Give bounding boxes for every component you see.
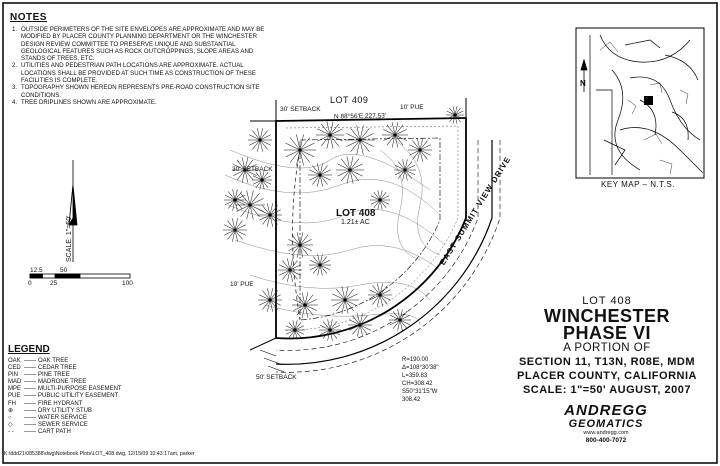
tree-icon [370,190,390,209]
cart-path [293,150,301,320]
key-map-caption: KEY MAP – N.T.S. [601,180,675,189]
tree-icon [345,125,375,154]
lot-area-label: 1.21± AC [341,219,370,226]
legend-text: CART PATH [38,428,71,435]
legend-item: - - —— CART PATH [8,428,71,435]
tree-icon [394,159,416,180]
title-scale-date: SCALE: 1"=50' AUGUST, 2007 [522,384,692,396]
pue-lines [286,126,458,330]
tree-icon [285,320,305,339]
scale-tick-label: 12.5 [30,267,43,274]
scale-tick-label: 50 [60,267,68,274]
tree-icon [336,156,364,183]
tree-icon [258,203,282,226]
tree-icon [278,258,302,281]
file-path: K:\ddd21\085388\dwg\Notebook Plots\LOT_408.dwg, 12/15/09 10:43:17am, parker [4,451,195,457]
logo-website: www.andregg.com [583,430,629,436]
pue-label-top: 10' PUE [400,104,424,111]
legend-title: LEGEND [8,344,50,355]
tree-icon [446,106,464,124]
legend-item: ○ —— WATER SERVICE [8,414,87,421]
title-section: SECTION 11, T13N, R08E, MDM [518,356,696,368]
note-text: TREE DRIPLINES SHOWN ARE APPROXIMATE. [21,98,157,106]
dry-utility-icon: ⊕ [8,407,14,414]
scale-tick-label: 25 [50,280,58,287]
curve-data [402,356,439,404]
legend-code: PUE [8,393,21,400]
legend-item: ⊕ —— DRY UTILITY STUB [8,407,93,414]
tree-icon [292,292,318,317]
curve-length: L=359.83 [402,373,428,379]
legend-item: CED —— CEDAR TREE [8,365,77,372]
cart-path-icon: - - [8,428,14,435]
lot-408-label: LOT 408 [336,208,376,219]
logo-name: ANDREGG [564,402,648,419]
legend-code: PIN [8,372,19,379]
logo-phone: 800-400-7072 [585,437,627,444]
tree-icon [248,128,272,151]
note-item [12,99,270,106]
scale-bar [30,274,130,278]
legend-item: MAD —— MADRONE TREE [8,379,87,386]
lot-409-label: LOT 409 [330,95,369,105]
note-number: 3. [12,84,18,92]
road-label: EAST SUMMIT VIEW DRIVE [438,154,513,267]
pue-label-left: 10' PUE [230,281,254,288]
setback-lines [300,138,440,320]
notes-title: NOTES [10,12,47,23]
water-service-icon: ○ [8,414,12,421]
legend-code: FH [8,400,16,407]
curve-radius: R=190.00 [402,357,429,363]
scale-label: SCALE: 1"=50' [66,215,73,262]
tree-icon [252,170,272,189]
tree-icon [224,189,246,210]
tree-icon [316,121,344,148]
note-number: 2. [12,62,18,70]
key-map-north-label: N [580,79,586,88]
company-logo [540,403,672,444]
note-item [12,26,270,62]
sewer-service-icon: ◇ [8,421,13,428]
key-map-frame [576,28,704,178]
notes-list [12,26,270,106]
legend-text: FIRE HYDRANT [38,400,83,407]
tree-icon [382,122,408,147]
legend-code: CED [8,365,21,372]
title-lot: LOT 408 [582,295,632,307]
tree-icon [309,254,331,275]
note-text: TOPOGRAPHY SHOWN HEREON REPRESENTS PRE-ROAD CONSTRUCTION SITE CONDITIONS. [21,84,260,99]
tree-icon [319,319,341,340]
legend-text: MADRONE TREE [38,379,87,386]
legend-text: DRY UTILITY STUB [38,407,93,414]
note-text: UTILITIES AND PEDESTRIAN PATH LOCATIONS ARE APPROXIMATE. ACTUAL LOCATIONS SHALL BE PROVIDED AT SUCH TIME AS CONSTRUCTION OF THESE FACILITIES IS COMPLETE. [21,62,256,85]
tree-icon [223,218,247,241]
legend-item: PIN —— PINE TREE [8,372,70,379]
setback-label-top: 30' SETBACK [280,106,321,113]
road-hatch [260,350,284,372]
legend-item: PUE —— PUBLIC UTILITY EASEMENT [8,393,119,400]
legend-text: MULTI-PURPOSE EASEMENT [38,386,122,393]
title-county: PLACER COUNTY, CALIFORNIA [517,370,697,382]
legend-code: MPE [8,386,22,393]
note-item [12,84,270,99]
legend-item: MPE —— MULTI-PURPOSE EASEMENT [8,386,122,393]
scale-tick-label: 0 [28,280,32,287]
legend-item: OAK —— OAK TREE [8,358,69,364]
curve-chord: 308.42 [402,397,421,403]
title-block [496,295,718,397]
legend-text: CEDAR TREE [38,365,77,372]
title-portion: A PORTION OF [563,342,651,354]
tree-icon [408,138,432,161]
legend-code: MAD [8,379,22,386]
legend-text: OAK TREE [38,358,69,364]
tree-icon [331,286,359,313]
note-number: 1. [12,26,18,33]
logo-sub: GEOMATICS [568,418,644,430]
note-number: 4. [12,98,18,106]
key-map-lot-highlight [644,96,653,105]
legend-list [8,358,122,436]
legend-item: FH —— FIRE HYDRANT [8,400,83,407]
note-text: OUTSIDE PERIMETERS OF THE SITE ENVELOPES ARE APPROXIMATE AND MAY BE MODIFIED BY PLACER COUNTY PLANNING DEPARTMENT OR THE WINCHESTER DESIGN REVIEW COMMITTEE TO PRESERVE UNIQUE AND SUBSTANTIAL GEOLOGICAL FEATURES SUCH AS ROCK OUTCROPPINGS, SLOPE AREAS AND STANDS OF TREES, ETC. [21,26,265,63]
title-subdivision: WINCHESTER [544,306,670,326]
legend-item: ◇ —— SEWER SERVICE [8,421,88,428]
curve-ch: CH=308.42 [402,381,433,387]
title-phase: PHASE VI [562,323,652,343]
setback-label-bottom: 50' SETBACK [256,374,297,381]
legend-text: SEWER SERVICE [38,421,88,428]
tree-icon [348,313,372,336]
scale-tick-label: 100 [122,280,133,287]
tree-icon [368,283,392,306]
setback-label-left: 30' SETBACK [232,166,273,173]
bearing-label: N 88°56'E 227.53' [333,112,387,121]
curve-delta: Δ=108°30'38" [402,365,439,371]
legend-code: OAK [8,358,21,364]
curve-bearing: S50°31'15"W [402,389,438,395]
note-item [12,62,270,84]
legend-text: WATER SERVICE [38,414,87,421]
legend-text: PINE TREE [38,372,70,379]
legend-text: PUBLIC UTILITY EASEMENT [38,393,119,400]
